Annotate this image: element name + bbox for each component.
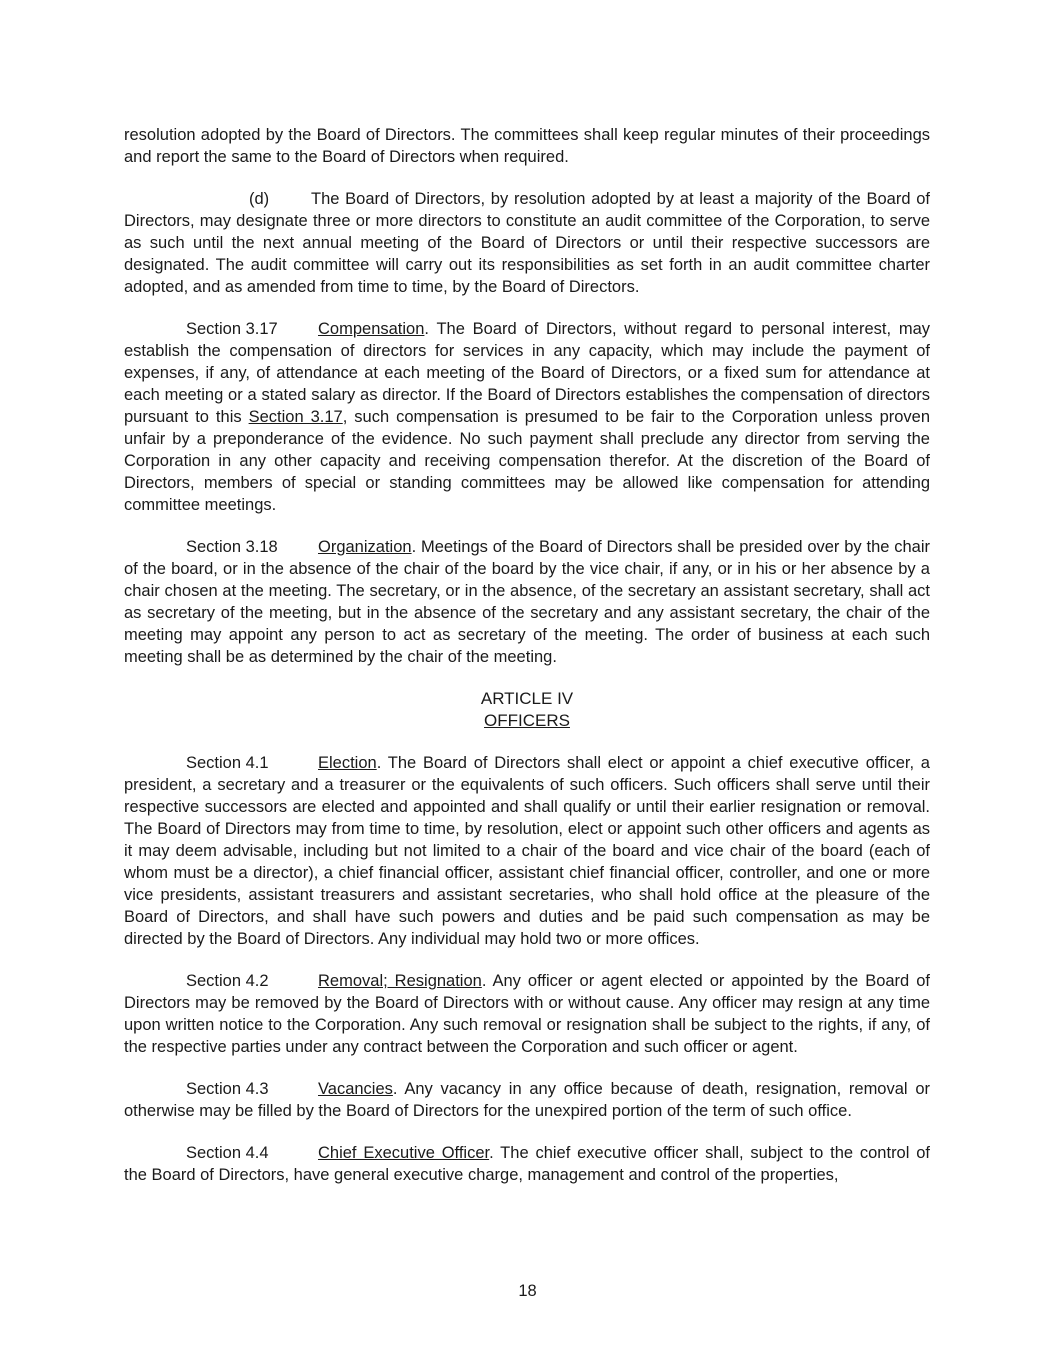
section-4-2-heading: Removal; Resignation xyxy=(318,972,482,990)
section-3-17-heading: Compensation xyxy=(318,320,425,338)
section-4-1-paragraph xyxy=(124,752,930,950)
subsection-d-label: (d) xyxy=(249,190,270,208)
section-4-2-number: Section 4.2 xyxy=(186,972,269,990)
section-3-17-text-before: . The Board of Directors, without regard to personal interest, may establish the compensation of directors for services in any capacity, which may include the payment of expenses, if any, of attendance at each meeting of the Board of Directors, or a fixed sum for attendance at each meeting or a stated salary as director. If the Board of Directors establishes the compensation of directors pursuant to this xyxy=(124,320,930,426)
section-3-18-heading: Organization xyxy=(318,538,412,556)
section-3-18-text: . Meetings of the Board of Directors shall be presided over by the chair of the board, or in the absence of the chair of the board by the vice chair, if any, or in his or her absence by a chair chosen at the meeting. The secretary, or in the absence, of the secretary an assistant secretary, shall act as secretary of the meeting, but in the absence of the secretary and any assistant secretary, the chair of the meeting may appoint any person to act as secretary of the meeting. The order of business at each such meeting shall be as determined by the chair of the meeting. xyxy=(124,538,930,666)
section-3-18-number: Section 3.18 xyxy=(186,538,278,556)
section-4-2-text: . Any officer or agent elected or appointed by the Board of Directors may be removed by the Board of Directors with or without cause. Any officer may resign at any time upon written notice to the Corporation. Any such removal or resignation shall be subject to the rights, if any, of the respective parties under any contract between the Corporation and such officer or agent. xyxy=(124,972,930,1056)
section-4-4-text: . The chief executive officer shall, subject to the control of the Board of Directors, have general executive charge, management and control of the properties, xyxy=(124,1144,930,1184)
section-4-3-paragraph xyxy=(124,1078,930,1122)
article-title: ARTICLE IV xyxy=(480,689,574,708)
page-number: 18 xyxy=(518,1282,537,1300)
continuation-text: resolution adopted by the Board of Directors. The committees shall keep regular minutes of their proceedings and report the same to the Board of Directors when required. xyxy=(124,126,930,166)
article-heading xyxy=(124,688,930,732)
section-4-3-number: Section 4.3 xyxy=(186,1080,269,1098)
section-4-4-number: Section 4.4 xyxy=(186,1144,269,1162)
document-body xyxy=(124,124,930,1206)
continuation-paragraph xyxy=(124,124,930,168)
article-name: OFFICERS xyxy=(484,711,570,730)
section-3-17-number: Section 3.17 xyxy=(186,320,278,338)
section-4-3-text: . Any vacancy in any office because of death, resignation, removal or otherwise may be filled by the Board of Directors for the unexpired portion of the term of such office. xyxy=(124,1080,930,1120)
section-3-17-reference: Section 3.17 xyxy=(248,408,343,426)
section-4-4-heading: Chief Executive Officer xyxy=(318,1144,490,1162)
section-4-1-text: . The Board of Directors shall elect or appoint a chief executive officer, a president, a secretary and a treasurer or the equivalents of such officers. Such officers shall serve until their respective successors are elected and appointed and shall qualify or until their earlier resignation or removal. The Board of Directors may from time to time, by resolution, elect or appoint such other officers and agents as it may deem advisable, including but not limited to a chair of the board and vice chair of the board (each of whom must be a director), a chief financial officer, assistant chief financial officer, controller, and one or more vice presidents, assistant treasurers and assistant secretaries, who shall hold office at the pleasure of the Board of Directors, and shall have such powers and duties and be paid such compensation as may be directed by the Board of Directors. Any individual may hold two or more offices. xyxy=(124,754,930,948)
section-3-17-paragraph xyxy=(124,318,930,516)
section-4-1-heading: Election xyxy=(318,754,377,772)
section-4-3-heading: Vacancies xyxy=(318,1080,393,1098)
section-4-1-number: Section 4.1 xyxy=(186,754,269,772)
subsection-d-paragraph xyxy=(124,188,930,298)
section-3-18-paragraph xyxy=(124,536,930,668)
subsection-d-text: The Board of Directors, by resolution adopted by at least a majority of the Board of Directors, may designate three or more directors to constitute an audit committee of the Corporation, to serve as such until the next annual meeting of the Board of Directors or until their respective successors are designated. The audit committee will carry out its responsibilities as set forth in an audit committee charter adopted, and as amended from time to time, by the Board of Directors. xyxy=(124,190,930,296)
section-3-17-text-after: , such compensation is presumed to be fair to the Corporation unless proven unfair by a preponderance of the evidence. No such payment shall preclude any director from serving the Corporation in any other capacity and receiving compensation therefor. At the discretion of the Board of Directors, members of special or standing committees may be allowed like compensation for attending committee meetings. xyxy=(124,408,931,514)
section-4-4-paragraph xyxy=(124,1142,930,1186)
section-4-2-paragraph xyxy=(124,970,930,1058)
